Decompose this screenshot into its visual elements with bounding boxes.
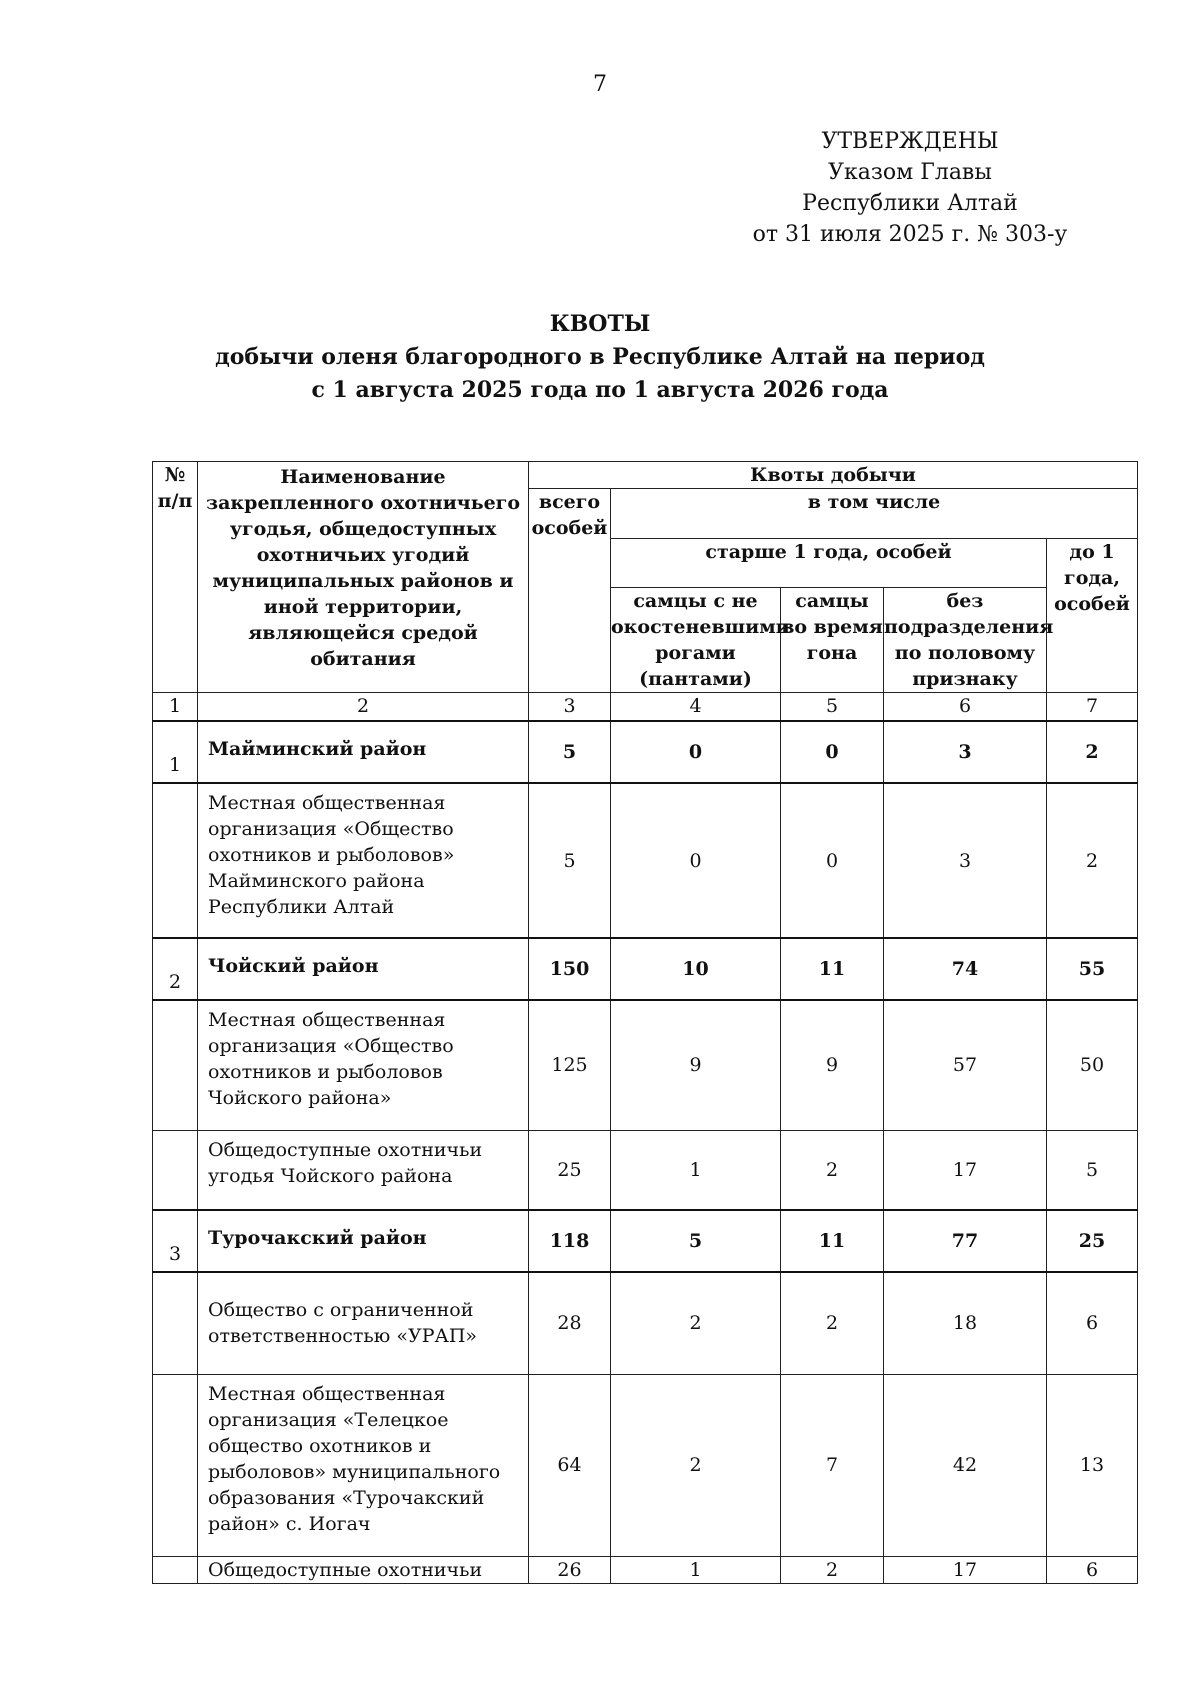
row-number: 2 xyxy=(153,938,198,1000)
cell-under-1: 5 xyxy=(1047,1130,1138,1210)
row-name: Местная общественная организация «Общество охотников и рыболовов Чойского района» xyxy=(198,1000,529,1130)
column-number: 7 xyxy=(1047,693,1138,722)
row-name: Местная общественная организация «Общество охотников и рыболовов» Майминского района Республики Алтай xyxy=(198,783,529,938)
column-number: 5 xyxy=(781,693,884,722)
cell-no-sex: 17 xyxy=(884,1556,1047,1583)
row-name: Общедоступные охотничьи xyxy=(198,1556,529,1583)
cell-antlers: 1 xyxy=(611,1130,781,1210)
cell-no-sex: 57 xyxy=(884,1000,1047,1130)
approval-line-1: УТВЕРЖДЕНЫ xyxy=(821,129,999,154)
cell-no-sex: 77 xyxy=(884,1210,1047,1272)
approval-line-2: Указом Главы xyxy=(828,160,992,185)
header-quotas: Квоты добычи xyxy=(529,462,1138,489)
cell-rut: 7 xyxy=(781,1374,884,1556)
cell-rut: 0 xyxy=(781,721,884,783)
cell-antlers: 0 xyxy=(611,783,781,938)
header-rut: самцы во время гона xyxy=(781,588,884,693)
row-name: Майминский район xyxy=(198,721,529,783)
row-number xyxy=(153,1556,198,1583)
cell-total: 26 xyxy=(529,1556,611,1583)
header-total: всего особей xyxy=(529,489,611,693)
row-number xyxy=(153,1272,198,1374)
table-row-district xyxy=(153,938,1138,1000)
cell-antlers: 10 xyxy=(611,938,781,1000)
row-name: Местная общественная организация «Телецкое общество охотников и рыболовов» муниципального образования «Турочакский район» с. Иогач xyxy=(198,1374,529,1556)
table-row xyxy=(153,783,1138,938)
row-name: Общедоступные охотничьи угодья Чойского района xyxy=(198,1130,529,1210)
column-number: 1 xyxy=(153,693,198,722)
cell-total: 150 xyxy=(529,938,611,1000)
cell-under-1: 55 xyxy=(1047,938,1138,1000)
row-number xyxy=(153,1374,198,1556)
cell-rut: 11 xyxy=(781,1210,884,1272)
header-no-sex: без подразделения по половому признаку xyxy=(884,588,1047,693)
cell-under-1: 13 xyxy=(1047,1374,1138,1556)
table-row xyxy=(153,1130,1138,1210)
cell-under-1: 6 xyxy=(1047,1556,1138,1583)
cell-antlers: 0 xyxy=(611,721,781,783)
cell-total: 5 xyxy=(529,721,611,783)
row-number: 3 xyxy=(153,1210,198,1272)
table-row xyxy=(153,1374,1138,1556)
header-including: в том числе xyxy=(611,489,1138,539)
title-line-1: КВОТЫ xyxy=(549,311,651,337)
cell-total: 64 xyxy=(529,1374,611,1556)
column-number: 6 xyxy=(884,693,1047,722)
cell-antlers: 9 xyxy=(611,1000,781,1130)
column-number: 4 xyxy=(611,693,781,722)
cell-no-sex: 3 xyxy=(884,721,1047,783)
cell-total: 5 xyxy=(529,783,611,938)
cell-antlers: 5 xyxy=(611,1210,781,1272)
cell-rut: 2 xyxy=(781,1272,884,1374)
header-name: Наименование закрепленного охотничьего угодья, общедоступных охотничьих угодий муниципальных районов и иной территории, являющейся средой обитания xyxy=(198,462,529,693)
document-title xyxy=(0,308,1200,407)
approval-line-3: Республики Алтай xyxy=(802,191,1018,216)
row-number: 1 xyxy=(153,721,198,783)
cell-no-sex: 74 xyxy=(884,938,1047,1000)
row-name: Чойский район xyxy=(198,938,529,1000)
cell-total: 118 xyxy=(529,1210,611,1272)
table-row xyxy=(153,1000,1138,1130)
header-under-1-year: до 1 года, особей xyxy=(1047,538,1138,693)
table-row-district xyxy=(153,1210,1138,1272)
cell-no-sex: 17 xyxy=(884,1130,1047,1210)
cell-rut: 2 xyxy=(781,1556,884,1583)
header-antlers: самцы с не окостеневшими рогами (пантами) xyxy=(611,588,781,693)
table-row xyxy=(153,1556,1138,1583)
cell-under-1: 6 xyxy=(1047,1272,1138,1374)
column-number: 2 xyxy=(198,693,529,722)
cell-rut: 9 xyxy=(781,1000,884,1130)
cell-rut: 11 xyxy=(781,938,884,1000)
cell-no-sex: 18 xyxy=(884,1272,1047,1374)
title-line-3: с 1 августа 2025 года по 1 августа 2026 года xyxy=(311,377,889,403)
cell-total: 125 xyxy=(529,1000,611,1130)
cell-under-1: 50 xyxy=(1047,1000,1138,1130)
approval-line-4: от 31 июля 2025 г. № 303-у xyxy=(752,222,1068,247)
cell-total: 25 xyxy=(529,1130,611,1210)
cell-under-1: 2 xyxy=(1047,783,1138,938)
header-number: № п/п xyxy=(153,462,198,693)
row-name: Общество с ограниченной ответственностью «УРАП» xyxy=(198,1272,529,1374)
table-row-district xyxy=(153,721,1138,783)
row-number xyxy=(153,1000,198,1130)
row-number xyxy=(153,783,198,938)
cell-antlers: 1 xyxy=(611,1556,781,1583)
cell-no-sex: 42 xyxy=(884,1374,1047,1556)
cell-rut: 2 xyxy=(781,1130,884,1210)
row-name: Турочакский район xyxy=(198,1210,529,1272)
table-row xyxy=(153,1272,1138,1374)
cell-antlers: 2 xyxy=(611,1374,781,1556)
cell-rut: 0 xyxy=(781,783,884,938)
header-older-1-year: старше 1 года, особей xyxy=(611,538,1047,588)
title-line-2: добычи оленя благородного в Республике Алтай на период xyxy=(215,344,985,370)
approval-stamp xyxy=(680,126,1140,250)
cell-total: 28 xyxy=(529,1272,611,1374)
cell-under-1: 25 xyxy=(1047,1210,1138,1272)
cell-antlers: 2 xyxy=(611,1272,781,1374)
column-number: 3 xyxy=(529,693,611,722)
cell-no-sex: 3 xyxy=(884,783,1047,938)
page-number: 7 xyxy=(593,72,607,97)
quota-table xyxy=(152,461,1138,1584)
column-number-row xyxy=(153,693,1138,722)
cell-under-1: 2 xyxy=(1047,721,1138,783)
row-number xyxy=(153,1130,198,1210)
